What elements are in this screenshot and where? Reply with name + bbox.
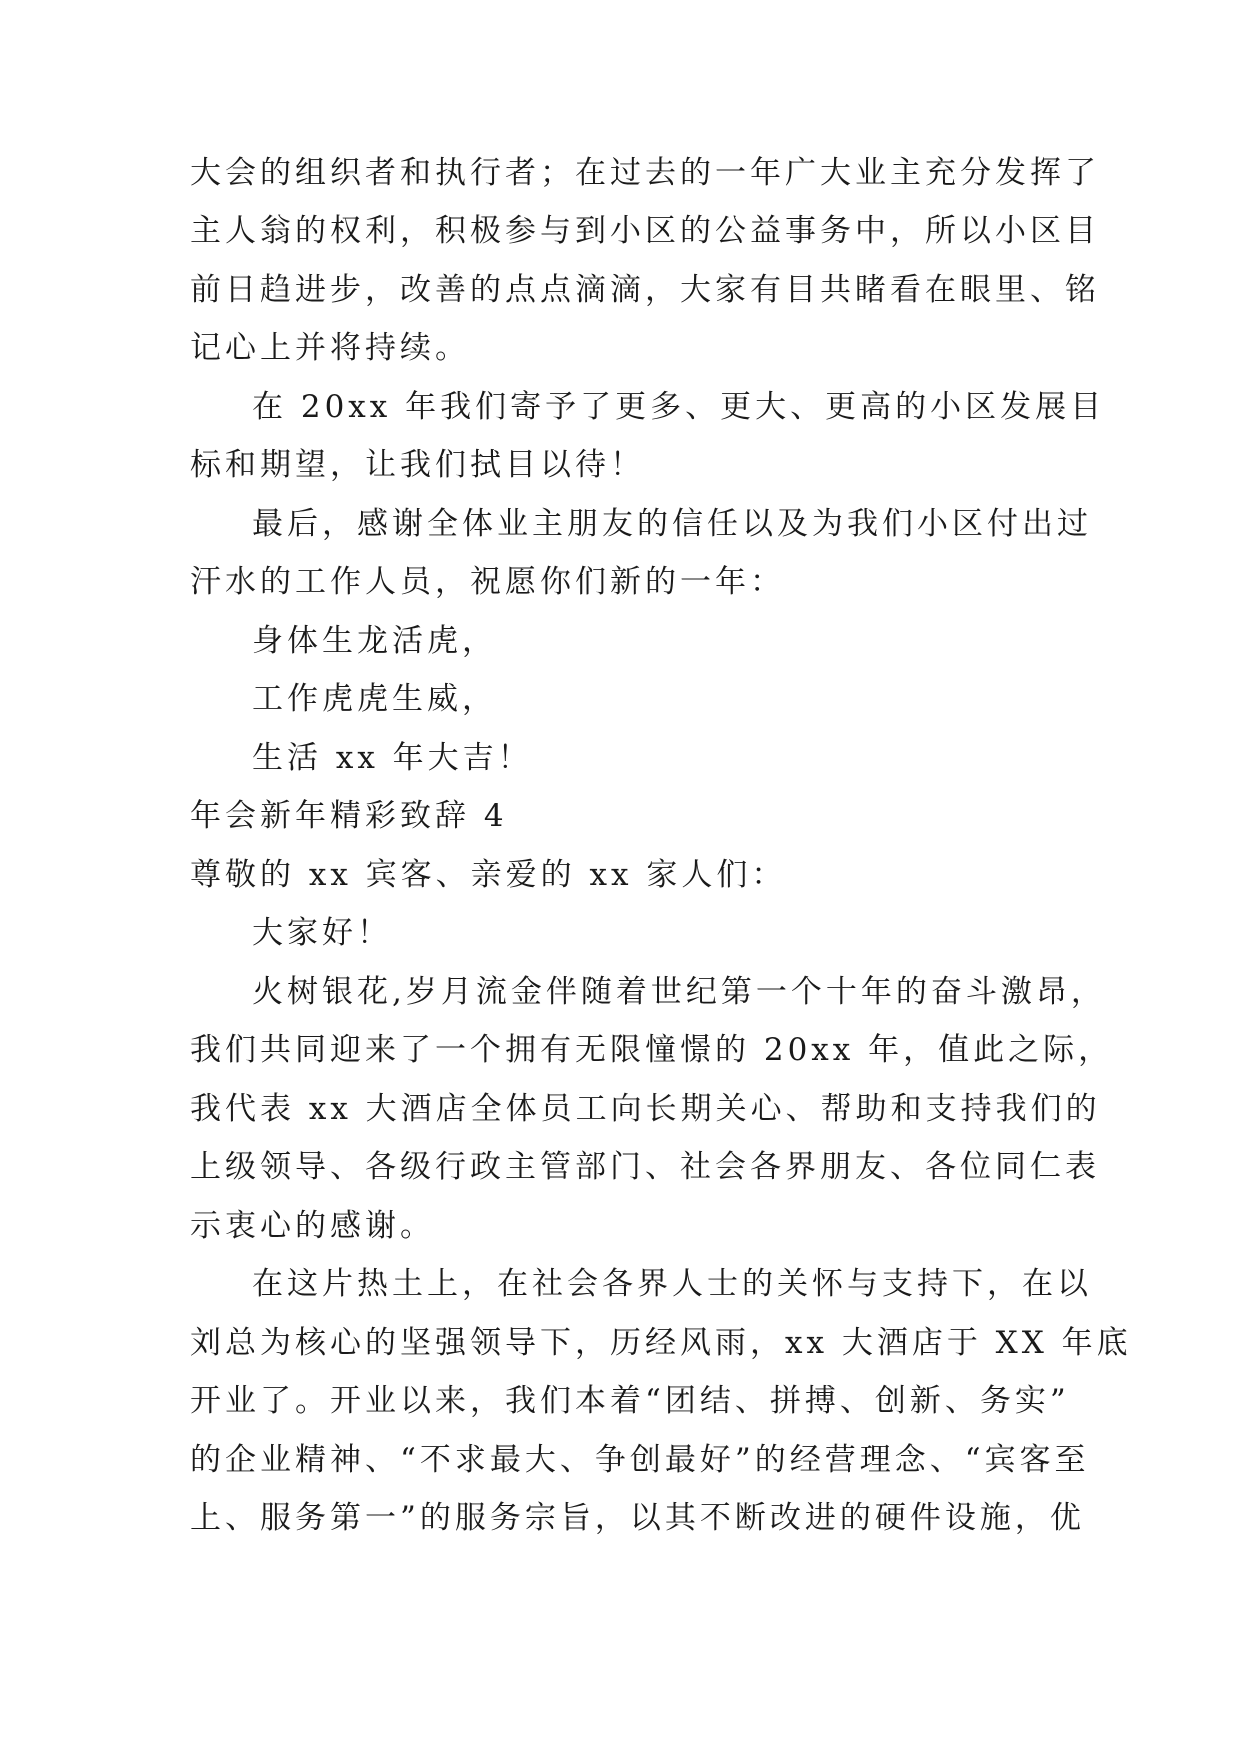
text-line: 刘总为核心的坚强领导下，历经风雨，xx 大酒店于 XX 年底 [190,1325,1132,1361]
text-line: 示衷心的感谢。 [190,1208,435,1244]
text-line: 上、服务第一”的服务宗旨，以其不断改进的硬件设施，优 [190,1500,1085,1536]
text-line: 汗水的工作人员，祝愿你们新的一年： [190,564,785,600]
text-line: 主人翁的权利，积极参与到小区的公益事务中，所以小区目 [190,213,1100,249]
text-line: 大会的组织者和执行者；在过去的一年广大业主充分发挥了 [190,155,1100,191]
text-line: 上级领导、各级行政主管部门、社会各界朋友、各位同仁表 [190,1149,1100,1185]
text-line: 记心上并将持续。 [190,330,470,366]
text-line: 前日趋进步，改善的点点滴滴，大家有目共睹看在眼里、铭 [190,272,1100,308]
greeting: 大家好！ [252,915,392,951]
section-heading: 年会新年精彩致辞 4 [190,798,508,834]
paragraph-start: 在 20xx 年我们寄予了更多、更大、更高的小区发展目 [252,389,1106,425]
blessing-line: 身体生龙活虎， [252,623,497,659]
blessing-line: 生活 xx 年大吉！ [252,740,533,776]
text-line: 标和期望，让我们拭目以待！ [190,447,645,483]
paragraph-start: 最后，感谢全体业主朋友的信任以及为我们小区付出过 [252,506,1092,542]
blessing-line: 工作虎虎生威， [252,681,497,717]
text-line: 我们共同迎来了一个拥有无限憧憬的 20xx 年，值此之际， [190,1032,1114,1068]
text-line: 的企业精神、“不求最大、争创最好”的经营理念、“宾客至 [190,1442,1090,1478]
text-line: 开业了。开业以来，我们本着“团结、拼搏、创新、务实” [190,1383,1070,1419]
text-line: 我代表 xx 大酒店全体员工向长期关心、帮助和支持我们的 [190,1091,1101,1127]
salutation: 尊敬的 xx 宾客、亲爱的 xx 家人们： [190,857,787,893]
paragraph-start: 火树银花,岁月流金伴随着世纪第一个十年的奋斗激昂， [252,974,1106,1010]
paragraph-start: 在这片热土上，在社会各界人士的关怀与支持下，在以 [252,1266,1092,1302]
